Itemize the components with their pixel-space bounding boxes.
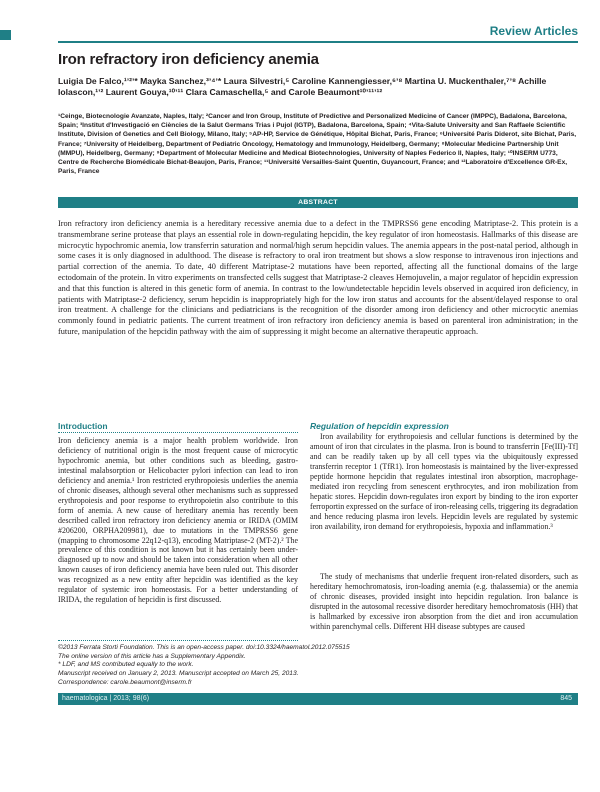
abstract-text: Iron refractory iron deficiency anemia is a hereditary recessive anemia due to a defect in the TMPRSS6 gene encoding Matriptase-2. This protein is a transmembrane serine protease that plays an essential role in down-regulating hepcidin, the key regulator of iron homeostasis. Hallmarks of this disease are microcytic hypochromic anemia, low transferrin saturation and normal/high serum hepcidin values. The anemia appears in the post-natal period, although in some cases it is only diagnosed in adulthood. The disease is refractory to oral iron treatment but shows a slow response to intravenous iron injections and partial correction of the anemia. To date, 40 different Matriptase-2 mutations have been reported, affecting all the functional domains of the large ectodomain of the protein. In vitro experiments on transfected cells suggest that Matriptase-2 cleaves Hemojuvelin, a major regulator of hepcidin expression and that this function is altered in this genetic form of anemia. In contrast to the low/undetectable hepcidin levels observed in acquired iron deficiency, in patients with Matriptase-2 deficiency, serum hepcidin is inappropriately high for the low iron status and accounts for the absent/delayed response to oral iron treatment. A challenge for the clinicians and pediatricians is the recognition of the disorder among iron deficiency and other microcytic anemias commonly found in pediatric patients. The current treatment of iron refractory iron deficiency anemia is based on parenteral iron administration; in the future, manipulation of the hepcidin pathway with the aim of suppressing it might become an alternative therapeutic approach. bbox=[58, 219, 578, 336]
footnote-rule bbox=[58, 640, 298, 641]
regulation-paragraph-1: Iron availability for erythropoiesis and cellular functions is determined by the amount of iron that circulates in the plasma. Iron is bound to transferrin [Fe(III)-Tf] and can be readily taken up by all cell types via the ubiquitously expressed transferrin receptor 1 (TfR1). Iron homeostasis is maintained by the liver-expressed peptide hormone hepcidin that regulates intestinal iron absorption, macrophage-mediated iron recycling from senescent erythrocytes, and iron mobilization from hepatic stores. Hepcidin down-regulates iron export by binding to the iron exporter ferroportin expressed on the surface of iron-releasing cells, triggering its degradation and hence reducing plasma iron levels. Hepcidin levels are regulated by systemic iron availability, iron demand for erythropoiesis, hypoxia and inflammation.³ bbox=[310, 432, 578, 531]
manuscript-dates-line: Manuscript received on January 2, 2013. Manuscript accepted on March 25, 2013. bbox=[58, 670, 299, 678]
affiliations: ¹Ceinge, Biotecnologie Avanzate, Naples, Italy; ²Cancer and Iron Group, Institute of Predictive and Personalized Medicine of Cancer (IMPPC), Badalona, Barcelona, Spain; ³Institut d'Investigació en Ciències de la Salut Germans Trias i Pujol (IGTP), Badalona, Barcelona, Spain; ⁴Vita-Salute University and San Raffaele Scientific Institute, Division of Genetics and Cell Biology, Milano, Italy; ⁵AP-HP, Service de Génétique, Hôpital Bichat, Paris, France; ⁶Université Paris Diderot, site Bichat, Paris, France; ⁷University of Heidelberg, Department of Pediatric Oncology, Hematology and Immunology, Heidelberg, Germany; ⁸Molecular Medicine Partnership Unit (MMPU), Heidelberg, Germany; ⁹Department of Molecular Medicine and Medical Biotechnologies, University of Naples Federico II, Naples, Italy; ¹⁰INSERM U773, Centre de Recherche Biomédicale Bichat-Beaujon, Paris, France; ¹¹Université Versailles-Saint Quentin, Guyancourt, France; and ¹²Laboratoire d'Excellence GR-Ex, Paris, France bbox=[58, 113, 577, 176]
regulation-heading: Regulation of hepcidin expression bbox=[310, 421, 449, 431]
equal-contribution-line: * LDF, and MS contributed equally to the work. bbox=[58, 661, 194, 669]
copyright-line: ©2013 Ferrata Storti Foundation. This is an open-access paper. doi:10.3324/haematol.2012.075515 bbox=[58, 644, 350, 651]
supplementary-line: The online version of this article has a Supplementary Appendix. bbox=[58, 652, 246, 660]
section-label: Review Articles bbox=[489, 24, 578, 38]
header-rule bbox=[58, 41, 578, 43]
intro-rule bbox=[58, 432, 298, 433]
author-list: Luigia De Falco,¹ʼ²ʼ* Mayka Sanchez,³ʼ⁴ʼ* Laura Silvestri,⁵ Caroline Kannengiesser,⁶ʼ⁸ Martina U. Muckenthaler,⁷ʼ⁸ Achille Iolascon,¹ʼ² Laurent Gouya,¹⁰ʼ¹¹ Clara Camaschella,⁵ and Carole Beaumont¹⁰ʼ¹¹ʼ¹² bbox=[58, 76, 547, 98]
footer-page-number: 845 bbox=[560, 695, 572, 702]
article-title: Iron refractory iron deficiency anemia bbox=[58, 51, 319, 68]
abstract-heading: ABSTRACT bbox=[58, 197, 578, 208]
intro-heading: Introduction bbox=[58, 421, 108, 431]
correspondence-line: Correspondence: carole.beaumont@inserm.fr bbox=[58, 678, 192, 686]
footer-journal: haematologica | 2013; 98(6) bbox=[62, 695, 150, 702]
intro-text: Iron deficiency anemia is a major health problem worldwide. Iron deficiency of nutritional origin is the most frequent cause of microcytic hypochromic anemia, but other conditions such as bleeding, gastro-intestinal malabsorption or Helicobacter pylori infection can lead to iron deficiency and anemia.¹ Iron restricted erythropoiesis underlies the anemia of chronic diseases, although several other mechanisms such as suppressed erythropoiesis and poor response to erythropoietin also contribute to this form of anemia. A new cause of hereditary anemia has recently been described called iron refractory iron deficiency anemia or IRIDA (OMIM #206200, ORPHA209981), due to mutations in the TMPRSS6 gene (mapping to chromosome 22q12-q13), encoding Matriptase-2 (MT-2).² The prevalence of this condition is not known but it has certainly been under-diagnosed up to now and should be taken into consideration when all other known causes of iron deficiency anemia have been ruled out. This disorder was recognized as a new entity after hepcidin was identified as the key regulator of systemic iron homeostasis. For a better understanding of IRIDA, the regulation of hepcidin is first discussed. bbox=[58, 436, 298, 605]
regulation-paragraph-2: The study of mechanisms that underlie frequent iron-related disorders, such as hereditary hemochromatosis, iron-loading anemia (e.g. thalassemia) or the anemia of chronic diseases, provided insight into hepcidin regulation. Iron balance is disrupted in the autosomal recessive disorder hereditary hemochromatosis (HH) that is hallmarked by excessive iron absorption from the diet and iron accumulation within parenchymal cells. Different HH disease subtypes are caused bbox=[310, 572, 578, 631]
section-tab-marker bbox=[0, 30, 11, 40]
footnotes bbox=[58, 644, 358, 688]
